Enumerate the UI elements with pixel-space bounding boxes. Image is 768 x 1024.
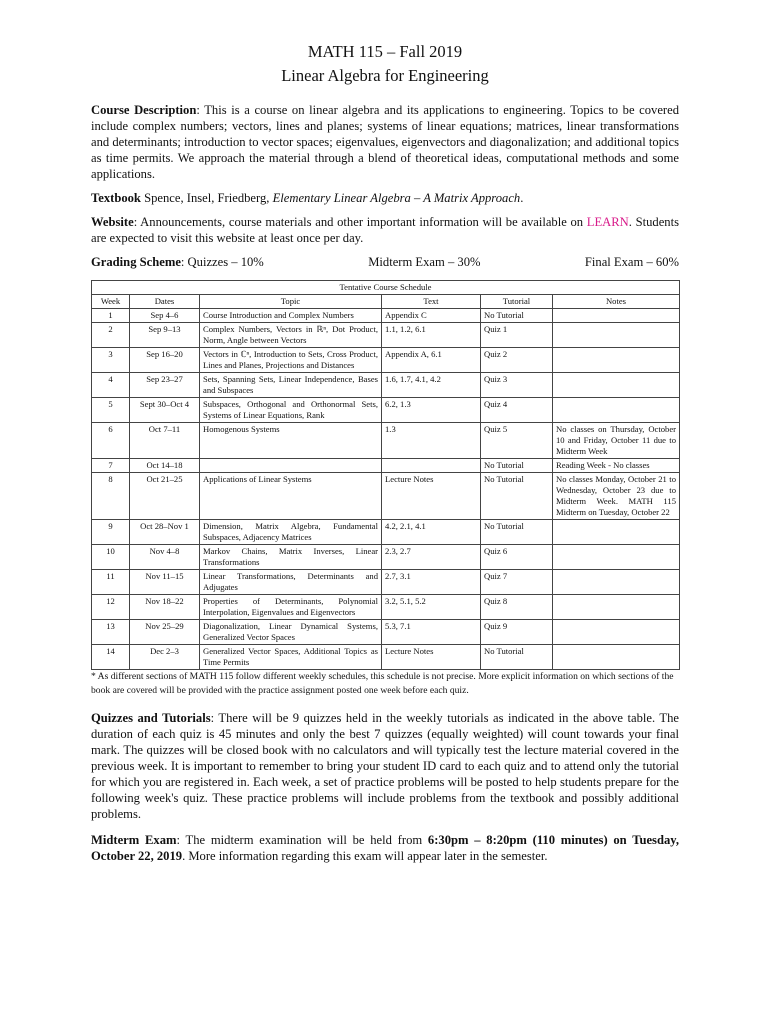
table-row (92, 570, 680, 595)
quizzes-text: : There will be 9 quizzes held in the weekly tutorials as indicated in the above table. The duration of each quiz is 45 minutes and only the best 7 quizzes (equally weighted) will count towards your final mark. The quizzes will be closed book with no calculators and will typically test the lecture material covered in the previous week. It is important to remember to bring your student ID card to each quiz and to attend only the tutorial for which you are registered in. Each week, a set of practice problems will be posted to help students prepare for the following week's quiz. These practice problems will include problems from the textbook and possibly additional problems. (91, 711, 679, 821)
cell-week: 9 (92, 520, 130, 545)
cell-dates: Nov 25–29 (130, 620, 200, 645)
cell-week: 3 (92, 348, 130, 373)
cell-notes (553, 323, 680, 348)
table-row (92, 595, 680, 620)
cell-text: 1.6, 1.7, 4.1, 4.2 (382, 373, 481, 398)
cell-topic: Homogenous Systems (200, 423, 382, 459)
cell-notes (553, 545, 680, 570)
cell-tutorial: Quiz 5 (481, 423, 553, 459)
schedule-footnote: * As different sections of MATH 115 follow different weekly schedules, this schedule is not precise. More explicit information on which sections of the book are covered will be provided with the practice assignment posted one week before each quiz. (91, 671, 674, 696)
cell-dates: Oct 14–18 (130, 459, 200, 473)
cell-tutorial: Quiz 8 (481, 595, 553, 620)
course-description (91, 102, 679, 182)
cell-tutorial: No Tutorial (481, 645, 553, 670)
cell-topic: Generalized Vector Spaces, Additional Topics as Time Permits (200, 645, 382, 670)
cell-topic: Vectors in ℂⁿ, Introduction to Sets, Cross Product, Lines and Planes, Projections and Distances (200, 348, 382, 373)
cell-topic (200, 459, 382, 473)
cell-week: 13 (92, 620, 130, 645)
syllabus-page (91, 40, 679, 864)
schedule-header-row (92, 295, 680, 309)
cell-week: 7 (92, 459, 130, 473)
cell-week: 2 (92, 323, 130, 348)
table-row (92, 309, 680, 323)
cell-text (382, 459, 481, 473)
table-row (92, 398, 680, 423)
cell-week: 1 (92, 309, 130, 323)
cell-tutorial: No Tutorial (481, 473, 553, 520)
cell-notes: No classes Monday, October 21 to Wednesday, October 23 due to Midterm Week. MATH 115 Midterm on Tuesday, October 22 (553, 473, 680, 520)
cell-tutorial: Quiz 7 (481, 570, 553, 595)
cell-topic: Markov Chains, Matrix Inverses, Linear Transformations (200, 545, 382, 570)
cell-dates: Sept 30–Oct 4 (130, 398, 200, 423)
cell-topic: Subspaces, Orthogonal and Orthonormal Sets, Systems of Linear Equations, Rank (200, 398, 382, 423)
cell-text: 3.2, 5.1, 5.2 (382, 595, 481, 620)
learn-link[interactable]: LEARN (586, 215, 629, 229)
course-subtitle: Linear Algebra for Engineering (281, 66, 489, 85)
cell-notes (553, 570, 680, 595)
cell-week: 11 (92, 570, 130, 595)
cell-week: 6 (92, 423, 130, 459)
table-row (92, 520, 680, 545)
textbook-authors: Spence, Insel, Friedberg, (140, 191, 273, 205)
cell-tutorial: No Tutorial (481, 520, 553, 545)
table-row (92, 423, 680, 459)
cell-dates: Oct 7–11 (130, 423, 200, 459)
grading-scheme (91, 254, 679, 270)
cell-dates: Sep 9–13 (130, 323, 200, 348)
cell-text: Appendix C (382, 309, 481, 323)
cell-notes: No classes on Thursday, October 10 and Friday, October 11 due to Midterm Week (553, 423, 680, 459)
cell-dates: Oct 28–Nov 1 (130, 520, 200, 545)
website-line (91, 214, 679, 246)
cell-week: 14 (92, 645, 130, 670)
table-row (92, 459, 680, 473)
cell-tutorial: Quiz 9 (481, 620, 553, 645)
table-row (92, 323, 680, 348)
midterm-time: 6:30pm – 8:20pm (110 minutes) on Tuesday, October 22, 2019 (91, 833, 680, 863)
cell-notes: Reading Week - No classes (553, 459, 680, 473)
website-label: Website (91, 215, 134, 229)
cell-text: 2.7, 3.1 (382, 570, 481, 595)
cell-topic: Sets, Spanning Sets, Linear Independence, Bases and Subspaces (200, 373, 382, 398)
grading-label: Grading Scheme (91, 255, 181, 269)
grading-quizzes-text: : Quizzes – 10% (180, 255, 264, 269)
cell-topic: Complex Numbers, Vectors in ℝⁿ, Dot Product, Norm, Angle between Vectors (200, 323, 382, 348)
textbook-label: Textbook (91, 191, 141, 205)
table-row (92, 373, 680, 398)
quizzes-label: Quizzes and Tutorials (91, 711, 211, 725)
cell-dates: Sep 16–20 (130, 348, 200, 373)
header-topic: Topic (200, 295, 382, 309)
cell-tutorial: No Tutorial (481, 309, 553, 323)
textbook-end: . (520, 191, 524, 205)
cell-dates: Sep 4–6 (130, 309, 200, 323)
cell-text: 1.1, 1.2, 6.1 (382, 323, 481, 348)
website-text-after: . Students are expected to visit this website at least once per day. (91, 215, 680, 245)
cell-topic: Dimension, Matrix Algebra, Fundamental Subspaces, Adjacency Matrices (200, 520, 382, 545)
cell-week: 8 (92, 473, 130, 520)
header-dates: Dates (130, 295, 200, 309)
header-week: Week (92, 295, 130, 309)
cell-text: 1.3 (382, 423, 481, 459)
cell-notes (553, 620, 680, 645)
midterm-label: Midterm Exam (91, 833, 177, 847)
grading-final: Final Exam – 60% (584, 255, 679, 269)
cell-dates: Nov 11–15 (130, 570, 200, 595)
cell-notes (553, 373, 680, 398)
cell-dates: Sep 23–27 (130, 373, 200, 398)
cell-text: 6.2, 1.3 (382, 398, 481, 423)
cell-notes (553, 595, 680, 620)
table-row (92, 473, 680, 520)
table-row (92, 545, 680, 570)
cell-notes (553, 645, 680, 670)
cell-text: Appendix A, 6.1 (382, 348, 481, 373)
cell-notes (553, 309, 680, 323)
cell-week: 5 (92, 398, 130, 423)
cell-tutorial: No Tutorial (481, 459, 553, 473)
table-row (92, 348, 680, 373)
schedule-table-wrap (91, 280, 679, 698)
cell-topic: Linear Transformations, Determinants and Adjugates (200, 570, 382, 595)
midterm-text1: : The midterm examination will be held from (176, 833, 428, 847)
website-text-before: : Announcements, course materials and other important information will be available on (133, 215, 587, 229)
cell-tutorial: Quiz 1 (481, 323, 553, 348)
textbook-line (91, 190, 679, 206)
cell-topic: Applications of Linear Systems (200, 473, 382, 520)
cell-week: 4 (92, 373, 130, 398)
grading-quizzes (91, 254, 264, 270)
cell-week: 10 (92, 545, 130, 570)
cell-tutorial: Quiz 6 (481, 545, 553, 570)
schedule-table (91, 280, 680, 670)
cell-notes (553, 398, 680, 423)
course-description-label: Course Description (91, 103, 197, 117)
cell-text: 4.2, 2.1, 4.1 (382, 520, 481, 545)
cell-topic: Course Introduction and Complex Numbers (200, 309, 382, 323)
cell-text: 5.3, 7.1 (382, 620, 481, 645)
textbook-title: Elementary Linear Algebra – A Matrix Approach (272, 191, 521, 205)
schedule-caption: Tentative Course Schedule (92, 281, 680, 295)
cell-tutorial: Quiz 3 (481, 373, 553, 398)
cell-dates: Dec 2–3 (130, 645, 200, 670)
cell-topic: Properties of Determinants, Polynomial Interpolation, Eigenvalues and Eigenvectors (200, 595, 382, 620)
table-row (92, 620, 680, 645)
schedule-body (92, 309, 680, 670)
midterm-text2: . More information regarding this exam will appear later in the semester. (182, 849, 548, 863)
header-notes: Notes (553, 295, 680, 309)
cell-topic: Diagonalization, Linear Dynamical Systems, Generalized Vector Spaces (200, 620, 382, 645)
cell-notes (553, 348, 680, 373)
midterm-section (91, 832, 679, 864)
cell-text: 2.3, 2.7 (382, 545, 481, 570)
cell-week: 12 (92, 595, 130, 620)
header-tutorial: Tutorial (481, 295, 553, 309)
table-row (92, 645, 680, 670)
cell-dates: Nov 18–22 (130, 595, 200, 620)
quizzes-section (91, 710, 679, 822)
grading-midterm: Midterm Exam – 30% (368, 255, 481, 269)
header-text: Text (382, 295, 481, 309)
course-description-text: : This is a course on linear algebra and its applications to engineering. Topics to be covered include complex numbers; vectors, lines and planes; systems of linear equations; matrices, linear transformations and determinants; introduction to vector spaces; eigenvalues, eigenvectors and diagonalization; and additional topics as time permits. We approach the material through a blend of theoretical ideas, computational methods and some applications. (91, 103, 679, 181)
cell-dates: Oct 21–25 (130, 473, 200, 520)
cell-tutorial: Quiz 4 (481, 398, 553, 423)
cell-text: Lecture Notes (382, 645, 481, 670)
course-title: MATH 115 – Fall 2019 (307, 42, 463, 61)
cell-text: Lecture Notes (382, 473, 481, 520)
cell-notes (553, 520, 680, 545)
cell-tutorial: Quiz 2 (481, 348, 553, 373)
cell-dates: Nov 4–8 (130, 545, 200, 570)
